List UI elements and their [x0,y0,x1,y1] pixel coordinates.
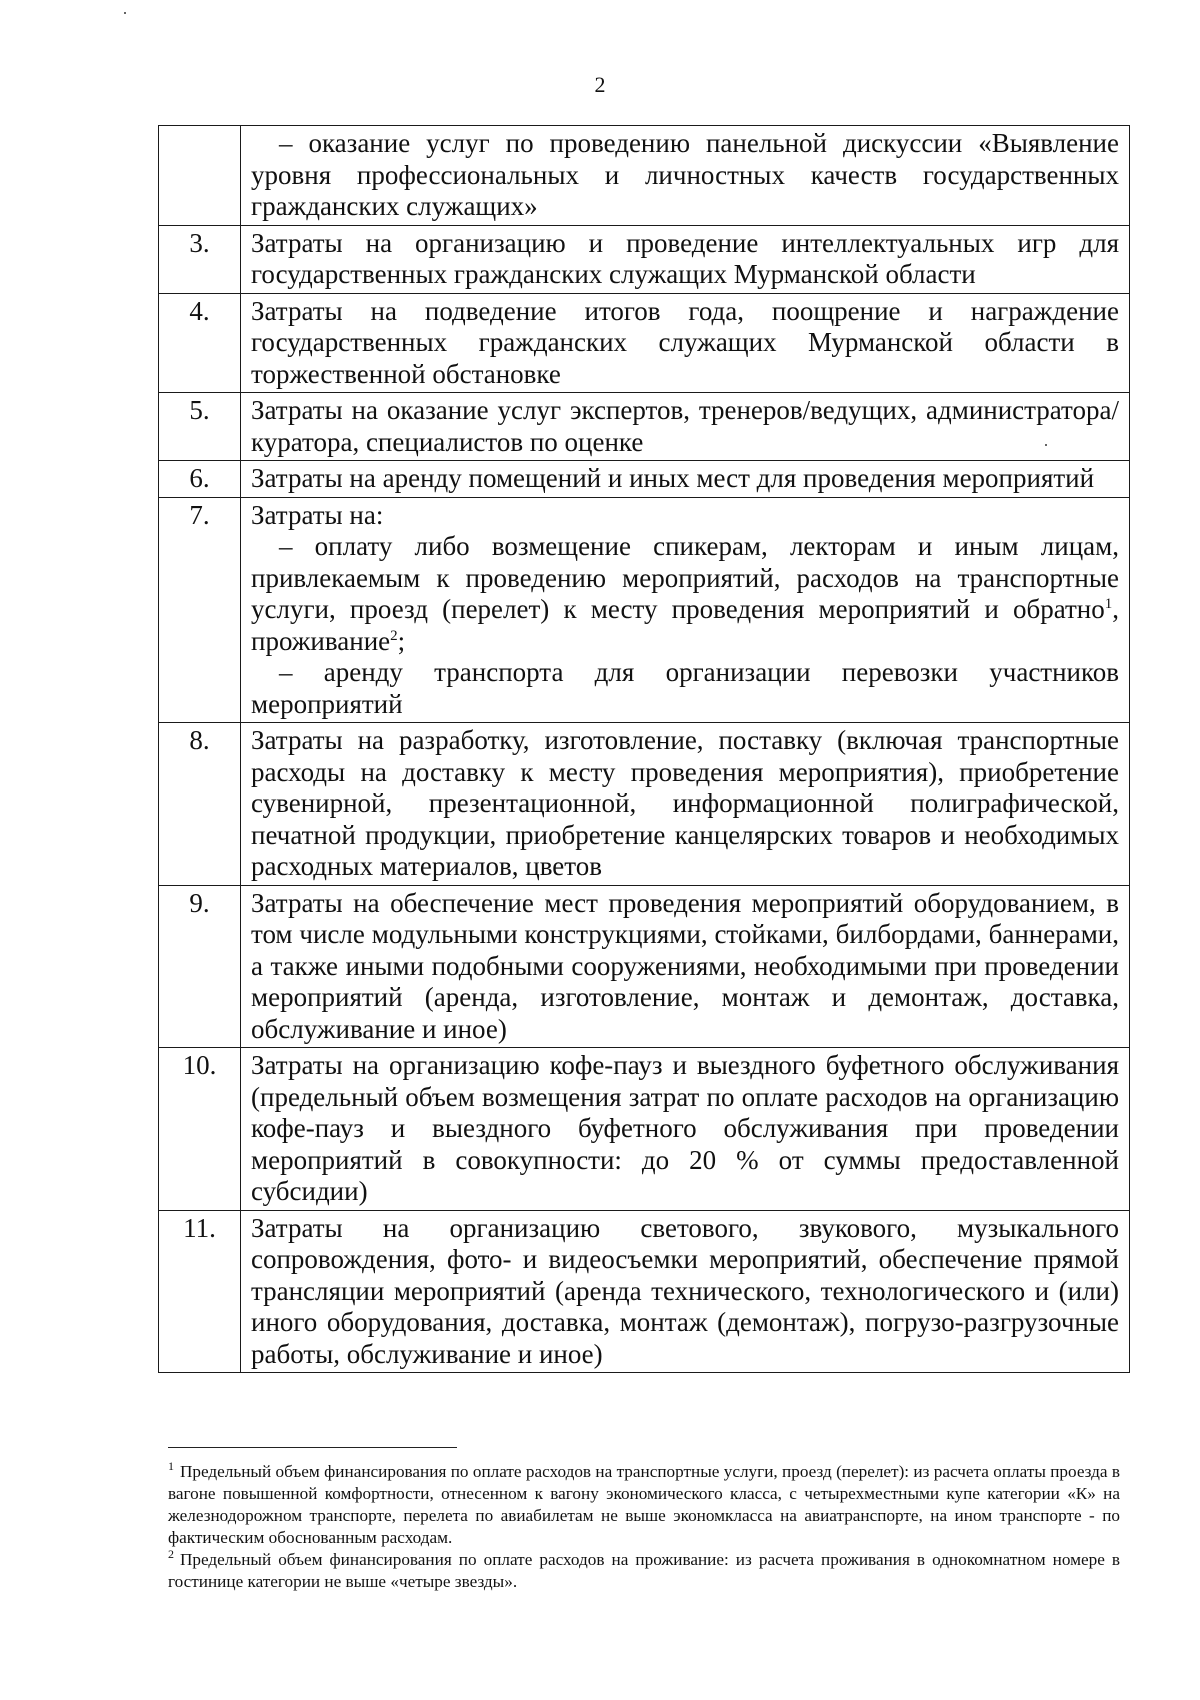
scan-speck [1045,444,1047,446]
expenses-table [158,125,1130,1373]
row-text [241,126,1130,226]
row-paragraph [251,1213,1119,1371]
paragraph-text: , проживание [251,594,1119,656]
row-paragraph [251,531,1119,657]
page-number: 2 [594,72,606,97]
scan-speck [124,12,126,14]
paragraph-text: Затраты на аренду помещений и иных мест для проведения мероприятий [251,463,1095,493]
paragraph-text: Затраты на обеспечение мест проведения мероприятий оборудованием, в том числе модульными конструкциями, стойками, билбордами, баннерами, а также иными подобными сооружениями, необходимыми при проведении мероприятий (аренда, изготовление, монтаж и демонтаж, доставка, обслуживание и иное) [251,887,1119,1044]
row-number: 8. [159,723,241,886]
row-paragraph [251,888,1119,1046]
table-row [159,497,1130,723]
row-text [241,461,1130,498]
row-number: 9. [159,885,241,1048]
row-text [241,1048,1130,1211]
paragraph-text: Затраты на: [251,499,384,530]
row-text [241,1210,1130,1373]
footnote-text: Предельный объем финансирования по оплате расходов на проживание: из расчета проживания в однокомнатном номере в гостинице категории не выше «четыре звезды». [168,1550,1120,1591]
table-row [159,723,1130,886]
row-paragraph [251,296,1119,391]
paragraph-text: Затраты на подведение итогов года, поощрение и награждение государственных гражданских служащих Мурманской области в торжественной обстановке [251,295,1119,389]
row-paragraph [251,463,1119,495]
row-number: 6. [159,461,241,498]
footnotes [168,1461,1120,1593]
paragraph-text: – оказание услуг по проведению панельной дискуссии «Выявление уровня профессиональных и личностных качеств государственных гражданских служащих» [251,128,1119,221]
table-row [159,225,1130,293]
footnote [168,1549,1120,1593]
paragraph-text: – аренду транспорта для организации перевозки участников мероприятий [251,657,1119,719]
paragraph-text: Затраты на организацию кофе-пауз и выездного буфетного обслуживания (предельный объем возмещения затрат по оплате расходов на организацию кофе-пауз и выездного буфетного обслуживания при проведении мероприятий в совокупности: до 20 % от суммы предоставленной субсидии) [251,1050,1119,1206]
row-paragraph [251,1050,1119,1208]
paragraph-text: Затраты на оказание услуг экспертов, тренеров/ведущих, администратора/куратора, специалистов по оценке [251,395,1119,457]
paragraph-text: Затраты на разработку, изготовление, поставку (включая транспортные расходы на доставку к месту проведения мероприятия), приобретение сувенирной, презентационной, информационной полиграфической, печатной продукции, приобретение канцелярских товаров и необходимых расходных материалов, цветов [251,725,1119,881]
row-text [241,225,1130,293]
row-text [241,885,1130,1048]
table-row [159,885,1130,1048]
row-paragraph [251,500,1119,532]
row-paragraph [251,657,1119,720]
footnote-text: Предельный объем финансирования по оплате расходов на транспортные услуги, проезд (перелет): из расчета оплаты проезда в вагоне повышенной комфортности, отнесенном к вагону экономического класса, с четырехместными купе категории «К» на железнодорожном транспорте, перелета по авиабилетам не выше экономкласса на авиатранспорте, на ином транспорте - по фактическим обоснованным расходам. [168,1462,1120,1547]
footnote-mark: 1 [168,1459,174,1474]
row-number [159,126,241,226]
row-paragraph [251,725,1119,883]
row-number: 3. [159,225,241,293]
row-paragraph [251,395,1119,458]
expenses-table-body [159,126,1130,1373]
row-number: 10. [159,1048,241,1211]
row-paragraph [251,228,1119,291]
paragraph-text: Затраты на организацию светового, звукового, музыкального сопровождения, фото- и видеосъемки мероприятий, обеспечение прямой трансляции мероприятий (аренда технического, технологического и (или) иного оборудования, доставка, монтаж (демонтаж), погрузо-разгрузочные работы, обслуживание и иное) [251,1212,1119,1369]
row-number: 4. [159,293,241,393]
table-row [159,1210,1130,1373]
footnote-reference: 1 [1104,596,1113,612]
footnote-reference: 2 [390,627,398,644]
footnote-mark: 2 [168,1547,174,1562]
row-paragraph [251,128,1119,223]
footnote-separator [168,1447,457,1448]
footnote [168,1461,1120,1549]
row-text [241,393,1130,461]
table-row [159,293,1130,393]
table-row [159,1048,1130,1211]
paragraph-text: – оплату либо возмещение спикерам, лекторам и иным лицам, привлекаемым к проведению мероприятий, расходов на транспортные услуги, проезд (перелет) к месту проведения мероприятий и обратно [251,531,1119,624]
paragraph-text: ; [397,625,406,656]
paragraph-text: Затраты на организацию и проведение интеллектуальных игр для государственных гражданских служащих Мурманской области [251,227,1119,289]
table-row [159,393,1130,461]
row-number: 5. [159,393,241,461]
row-text [241,723,1130,886]
row-text [241,497,1130,723]
row-text [241,293,1130,393]
table-row [159,126,1130,226]
row-number: 7. [159,497,241,723]
table-row [159,461,1130,498]
row-number: 11. [159,1210,241,1373]
